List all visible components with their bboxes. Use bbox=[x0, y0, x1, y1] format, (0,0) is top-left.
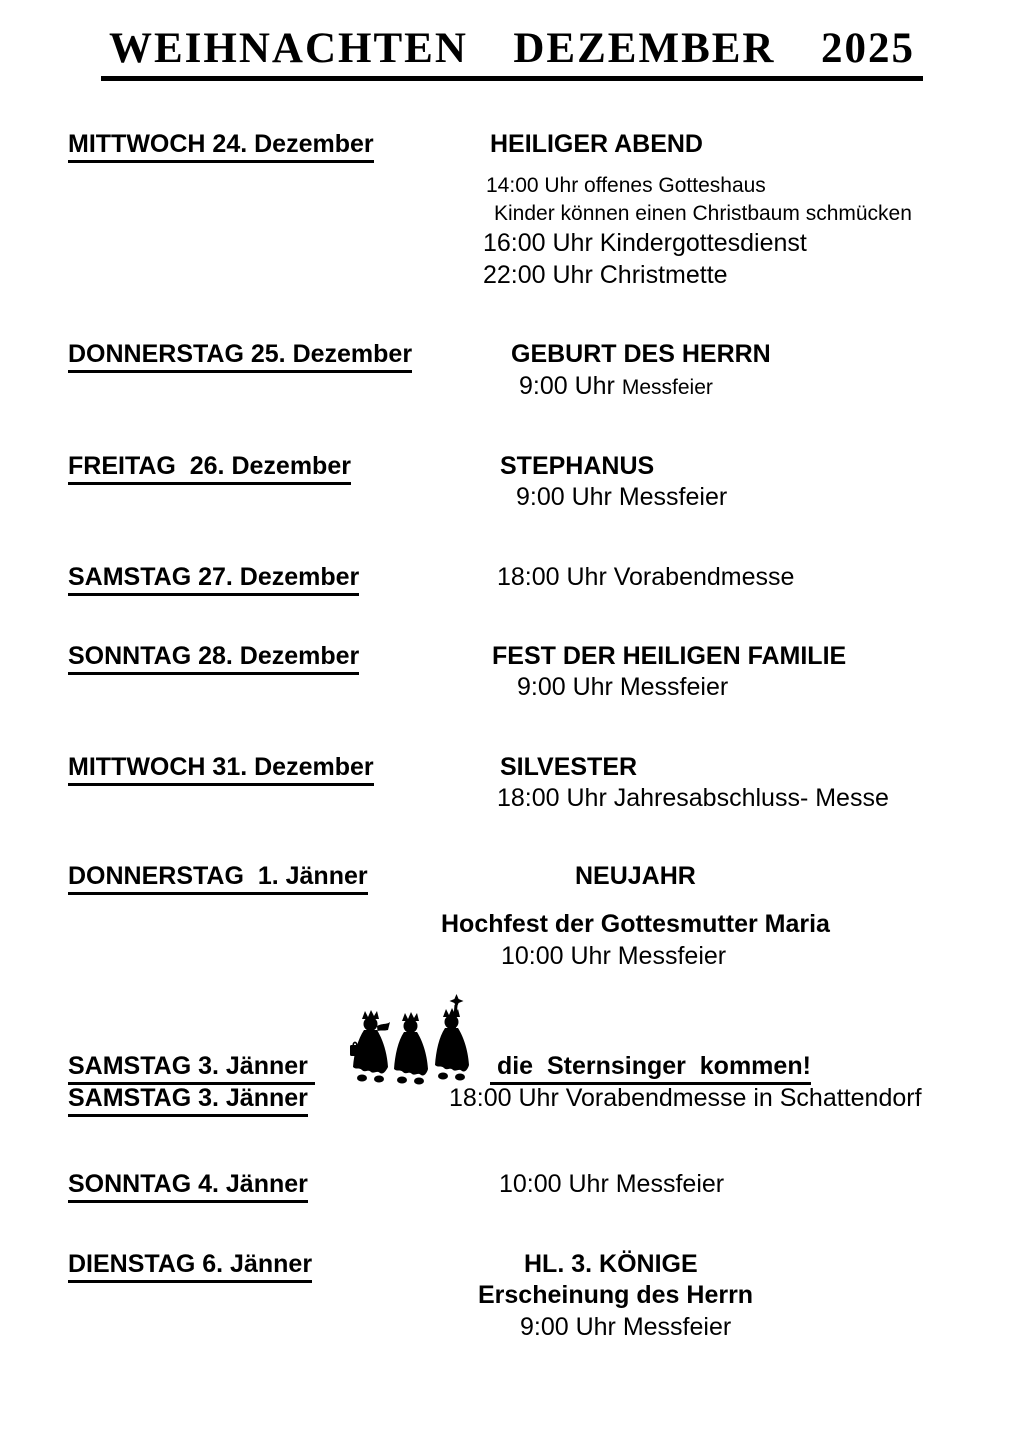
event-title: SILVESTER bbox=[500, 753, 638, 781]
page-title: WEIHNACHTEN DEZEMBER 2025 bbox=[101, 24, 923, 81]
sternsinger-three-kings-image bbox=[350, 993, 482, 1089]
event-detail: 9:00 Uhr Messfeier bbox=[520, 1313, 732, 1341]
event-detail: 18:00 Uhr Jahresabschluss- Messe bbox=[497, 784, 889, 812]
day-label: SONNTAG 4. Jänner bbox=[68, 1170, 308, 1203]
event-detail: Hochfest der Gottesmutter Maria bbox=[441, 910, 830, 938]
three-kings-silhouette-icon bbox=[350, 994, 469, 1085]
event-detail-text: Messfeier bbox=[621, 376, 713, 399]
event-detail: 16:00 Uhr Kindergottesdienst bbox=[483, 229, 807, 257]
day-label: SAMSTAG 3. Jänner bbox=[68, 1084, 308, 1117]
event-detail: 22:00 Uhr Christmette bbox=[483, 261, 728, 289]
day-label: DONNERSTAG 25. Dezember bbox=[68, 340, 412, 373]
event-detail: Kinder können einen Christbaum schmücken bbox=[494, 202, 912, 225]
day-label: SAMSTAG 27. Dezember bbox=[68, 563, 359, 596]
day-label: SONNTAG 28. Dezember bbox=[68, 642, 359, 675]
event-title: 18:00 Uhr Vorabendmesse in Schattendorf bbox=[449, 1084, 922, 1112]
event-detail: Erscheinung des Herrn bbox=[478, 1281, 754, 1309]
event-detail: 14:00 Uhr offenes Gotteshaus bbox=[486, 174, 766, 197]
event-title: 10:00 Uhr Messfeier bbox=[499, 1170, 725, 1198]
day-label: FREITAG 26. Dezember bbox=[68, 452, 351, 485]
event-detail bbox=[519, 372, 713, 401]
event-title: FEST DER HEILIGEN FAMILIE bbox=[492, 642, 847, 670]
event-title: STEPHANUS bbox=[500, 452, 655, 480]
day-label: SAMSTAG 3. Jänner bbox=[68, 1052, 315, 1085]
day-label: MITTWOCH 31. Dezember bbox=[68, 753, 374, 786]
event-detail: 10:00 Uhr Messfeier bbox=[501, 942, 727, 970]
page-header bbox=[0, 24, 1024, 81]
event-detail: 9:00 Uhr Messfeier bbox=[516, 483, 728, 511]
event-detail: 9:00 Uhr Messfeier bbox=[517, 673, 729, 701]
event-title: 18:00 Uhr Vorabendmesse bbox=[497, 563, 795, 591]
event-title: die Sternsinger kommen! bbox=[490, 1052, 811, 1085]
day-label: DONNERSTAG 1. Jänner bbox=[68, 862, 368, 895]
event-title: GEBURT DES HERRN bbox=[511, 340, 771, 368]
day-label: DIENSTAG 6. Jänner bbox=[68, 1250, 312, 1283]
event-title: NEUJAHR bbox=[575, 862, 696, 890]
day-label: MITTWOCH 24. Dezember bbox=[68, 130, 374, 163]
event-time: 9:00 Uhr bbox=[519, 372, 622, 400]
event-title: HL. 3. KÖNIGE bbox=[524, 1250, 698, 1278]
event-title: HEILIGER ABEND bbox=[490, 130, 703, 158]
